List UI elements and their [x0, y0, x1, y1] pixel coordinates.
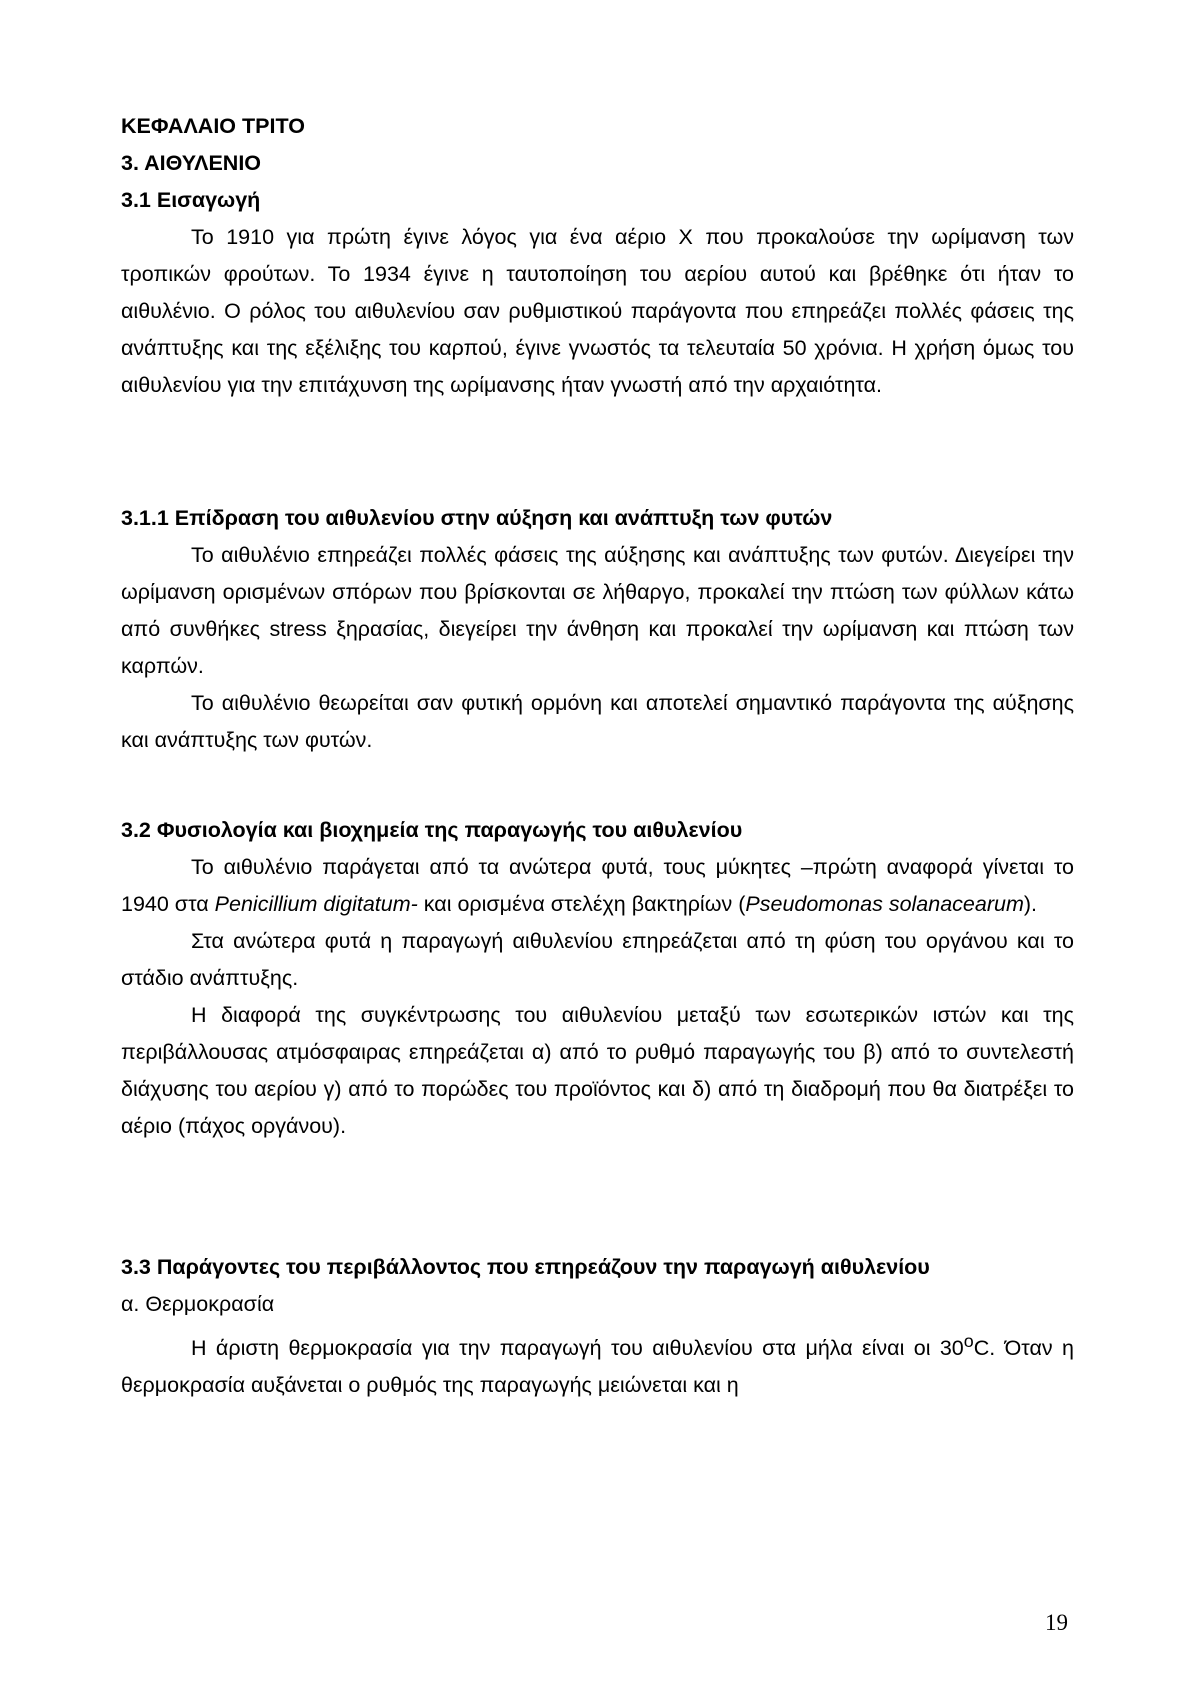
section-3-block	[121, 145, 1074, 182]
intro-paragraph: Το 1910 για πρώτη έγινε λόγος για ένα αέριο Χ που προκαλούσε την ωρίμανση των τροπικών φρούτων. Το 1934 έγινε η ταυτοποίηση του αερίου αυτού και βρέθηκε ότι ήταν το αιθυλένιο. Ο ρόλος του αιθυλενίου σαν ρυθμιστικού παράγοντα που επηρεάζει πολλές φάσεις της ανάπτυξης και της εξέλιξης του καρπού, έγινε γνωστός τα τελευταία 50 χρόνια. Η χρήση όμως του αιθυλενίου για την επιτάχυνση της ωρίμανσης ήταν γνωστή από την αρχαιότητα.	[121, 225, 1074, 397]
section-3-3-block	[121, 1249, 1074, 1404]
section-3-1-title: 3.1 Εισαγωγή	[121, 188, 261, 212]
production-text-start: Το αιθυλένιο παράγεται από τα ανώτερα φυτά, τους μύκητες –πρώτη αναφορά γίνεται το 1940 στα	[121, 855, 1074, 916]
section-3-2-block	[121, 812, 1074, 1145]
temperature-text-start: Η άριστη θερμοκρασία για την παραγωγή του αιθυλενίου στα μήλα είναι οι 30	[191, 1336, 964, 1361]
chapter-block	[121, 108, 1074, 145]
section-3-2-title: 3.2 Φυσιολογία και βιοχημεία της παραγωγής του αιθυλενίου	[121, 818, 743, 842]
ethylene-effects-paragraph: Το αιθυλένιο επηρεάζει πολλές φάσεις της αύξησης και ανάπτυξης των φυτών. Διεγείρει την ωρίμανση ορισμένων σπόρων που βρίσκονται σε λήθαργο, προκαλεί την πτώση των φύλλων κάτω από συνθήκες stress ξηρασίας, διεγείρει την άνθηση και προκαλεί την ωρίμανση και πτώση των καρπών.	[121, 543, 1074, 678]
page-number: 19	[1045, 1610, 1068, 1635]
ethylene-hormone-paragraph: Το αιθυλένιο θεωρείται σαν φυτική ορμόνη και αποτελεί σημαντικό παράγοντα της αύξησης και ανάπτυξης των φυτών.	[121, 691, 1074, 752]
section-3-1-block	[121, 182, 1074, 404]
ethylene-production-paragraph	[121, 849, 1074, 923]
concentration-difference-paragraph: Η διαφορά της συγκέντρωσης του αιθυλενίου μεταξύ των εσωτερικών ιστών και της περιβάλλουσας ατμόσφαιρας επηρεάζεται α) από το ρυθμό παραγωγής του β) από το συντελεστή διάχυσης του αερίου γ) από το πορώδες του προϊόντος και δ) από τη διαδρομή που θα διατρέξει το αέριο (πάχος οργάνου).	[121, 1003, 1074, 1138]
higher-plants-paragraph: Στα ανώτερα φυτά η παραγωγή αιθυλενίου επηρεάζεται από τη φύση του οργάνου και το στάδιο ανάπτυξης.	[121, 929, 1074, 990]
chapter-title: ΚΕΦΑΛΑΙΟ ΤΡΙΤΟ	[121, 114, 305, 138]
section-3-3-title: 3.3 Παράγοντες του περιβάλλοντος που επηρεάζουν την παραγωγή αιθυλενίου	[121, 1255, 930, 1279]
section-3-title: 3. ΑΙΘΥΛΕΝΙΟ	[121, 151, 262, 175]
penicillium-species-name: Penicillium digitatum-	[214, 892, 418, 916]
section-3-1-1-title: 3.1.1 Επίδραση του αιθυλενίου στην αύξηση και ανάπτυξη των φυτών	[121, 506, 833, 530]
temperature-subheading: α. Θερμοκρασία	[121, 1292, 275, 1316]
production-text-end: ).	[1023, 892, 1038, 916]
degree-symbol: o	[963, 1331, 974, 1351]
temperature-paragraph	[121, 1323, 1074, 1404]
production-text-middle: και ορισμένα στελέχη βακτηρίων (	[417, 892, 746, 916]
section-3-1-1-block	[121, 500, 1074, 759]
temperature-text-end: C. Όταν η θερμοκρασία αυξάνεται ο ρυθμός της παραγωγής μειώνεται και η	[121, 1336, 1074, 1398]
pseudomonas-species-name: Pseudomonas solanacearum	[745, 892, 1024, 916]
